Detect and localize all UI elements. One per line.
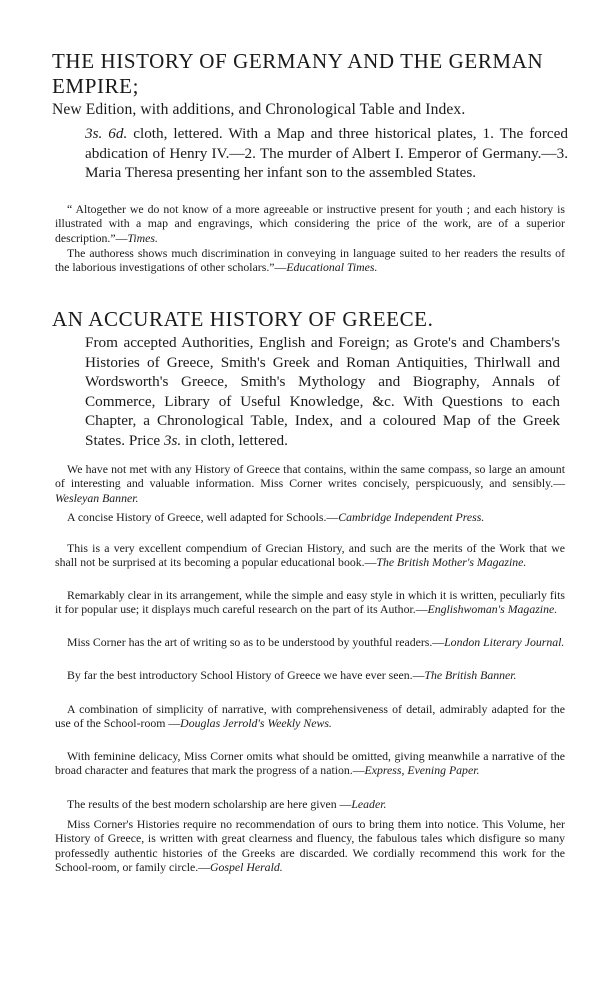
review-source: Englishwoman's Magazine.	[427, 602, 558, 617]
greece-history-title: AN ACCURATE HISTORY OF GREECE.	[52, 307, 434, 331]
review-text: By far the best introductory School History of Greece we have ever seen.—	[67, 668, 425, 682]
review-quote	[55, 797, 565, 811]
review-source: Wesleyan Banner.	[55, 490, 139, 505]
review-text: Miss Corner has the art of writing so as to be understood by youthful readers.—	[67, 635, 445, 649]
review-quote	[55, 202, 565, 245]
germany-history-title: THE HISTORY OF GERMANY AND THE GERMAN EMPIRE;	[52, 49, 544, 98]
greece-history-description-end: in cloth, lettered.	[181, 431, 288, 449]
review-quote	[55, 588, 565, 617]
germany-history-description	[85, 124, 568, 183]
review-quote	[55, 462, 565, 505]
review-text: Remarkably clear in its arrangement, while the simple and easy style in which it is written, peculiarly fits it for popular use; it displays much careful research on the part of its Author.—	[55, 588, 565, 617]
review-quote	[55, 635, 565, 649]
greece-history-description	[85, 333, 560, 451]
review-source: Express, Evening Paper.	[364, 763, 480, 778]
review-text: Miss Corner's Histories require no recommendation of ours to bring them into notice. This Volume, her History of Greece, is written with great clearness and fluency, the fabulous tales which disfigure so many professedly authentic histories of the Greeks are discarded. We cordially recommend this work for the School-room, or family circle.—	[55, 817, 565, 875]
review-text: “ Altogether we do not know of a more agreeable or instructive present for youth ; and each history is illustrated with a map and engravings, which considering the price of the work, are of a superior description.”—	[55, 202, 565, 245]
review-text: The results of the best modern scholarship are here given —	[67, 797, 352, 811]
review-source: Times.	[127, 230, 158, 245]
greece-history-price: 3s.	[163, 431, 182, 449]
review-source: The British Mother's Magazine.	[376, 555, 527, 570]
review-text: A combination of simplicity of narrative, with comprehensiveness of detail, admirably adapted for the use of the School-room —	[55, 702, 565, 731]
germany-history-price: 3s. 6d.	[85, 125, 128, 142]
review-text: With feminine delicacy, Miss Corner omits what should be omitted, giving meanwhile a narrative of the broad character and features that mark the progress of a nation.—	[55, 749, 565, 778]
review-source: Gospel Herald.	[209, 860, 283, 875]
review-text: The authoress shows much discrimination in conveying in language suited to her readers the results of the laborious investigations of other scholars.”—	[55, 246, 565, 275]
review-source: Leader.	[351, 797, 387, 811]
review-text: We have not met with any History of Greece that contains, within the same compass, so large an amount of interesting and valuable information. Miss Corner writes concisely, perspicuously, and sensibly.—	[55, 462, 565, 491]
review-source: The British Banner.	[424, 668, 517, 682]
review-quote	[55, 749, 565, 778]
germany-history-subtitle: New Edition, with additions, and Chronological Table and Index.	[52, 101, 466, 118]
review-quote	[55, 510, 565, 524]
review-quote	[55, 246, 565, 275]
review-source: Cambridge Independent Press.	[338, 510, 485, 524]
review-quote	[55, 702, 565, 731]
review-source: Douglas Jerrold's Weekly News.	[180, 716, 332, 731]
review-quote	[55, 541, 565, 570]
review-source: Educational Times.	[286, 260, 378, 275]
review-source: London Literary Journal.	[444, 635, 565, 649]
review-quote	[55, 668, 565, 682]
germany-history-description-text: cloth, lettered. With a Map and three historical plates, 1. The forced abdication of Henry IV.—2. The murder of Albert I. Emperor of Germany.—3. Maria Theresa presenting her infant son to the assembled States.	[85, 125, 568, 182]
greece-history-description-text: From accepted Authorities, English and Foreign; as Grote's and Chambers's Histories of Greece, Smith's Greek and Roman Antiquities, Thirlwall and Wordsworth's Greece, Smith's Mythology and Biography, Annals of Commerce, Library of Useful Knowledge, &c. With Questions to each Chapter, a Chronological Table, Index, and a coloured Map of the Greek States. Price	[85, 334, 560, 449]
review-quote	[55, 817, 565, 875]
review-text: This is a very excellent compendium of Grecian History, and such are the merits of the Work that we shall not be surprised at its becoming a popular educational book.—	[55, 541, 565, 570]
review-text: A concise History of Greece, well adapted for Schools.—	[67, 510, 339, 524]
